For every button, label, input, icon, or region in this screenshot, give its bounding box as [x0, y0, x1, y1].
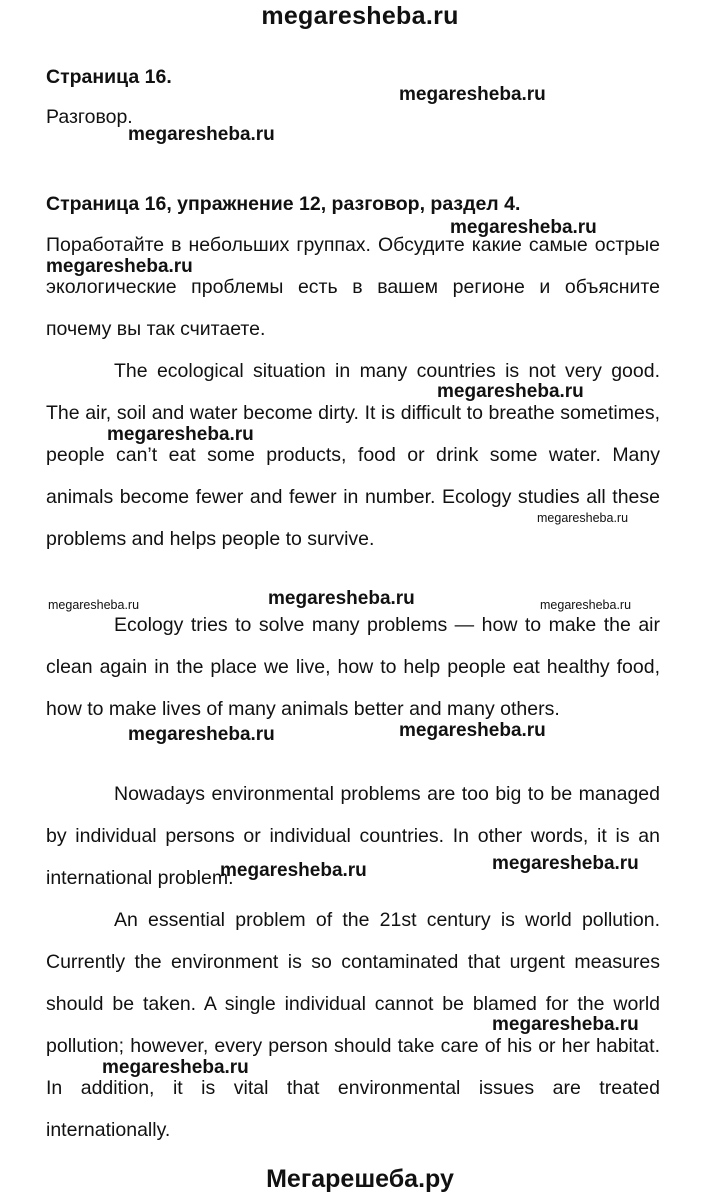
- watermark: megaresheba.ru: [107, 424, 254, 445]
- watermark: megaresheba.ru: [128, 124, 275, 145]
- watermark: megaresheba.ru: [492, 1014, 639, 1035]
- footer-site: Мегарешеба.ру: [266, 1165, 454, 1193]
- paragraph-2: Ecology tries to solve many problems — how to make the air clean again in the place we live, how to help people eat healthy food, how to make lives of many animals better and many others.: [46, 614, 660, 720]
- watermark: megaresheba.ru: [399, 84, 546, 105]
- watermark: megaresheba.ru: [537, 511, 629, 525]
- section-label: Разговор.: [46, 106, 133, 128]
- watermark: megaresheba.ru: [492, 853, 639, 874]
- paragraph-4: An essential problem of the 21st century is world pollution. Currently the environment is so contaminated that urgent measures should be taken. A single individual cannot be blamed for the world pollution; however, every person should take care of his or her habitat. In addition, it is vital that environmental issues are treated internationally.: [46, 909, 660, 1141]
- watermark: megaresheba.ru: [437, 381, 584, 402]
- watermark: megaresheba.ru: [450, 217, 597, 238]
- site-title: megaresheba.ru: [261, 2, 459, 30]
- watermark: megaresheba.ru: [268, 588, 415, 609]
- instruction-text: Поработайте в небольших группах. Обсудите какие самые острые экологические проблемы есть в вашем регионе и объясните почему вы так считаете.: [46, 234, 660, 340]
- page-heading: Страница 16.: [46, 66, 172, 88]
- paragraph-1: The ecological situation in many countries is not very good. The air, soil and water become dirty. It is difficult to breathe sometimes, people can’t eat some products, food or drink some water. Many animals become fewer and fewer in number. Ecology studies all these problems and helps people to survive.: [46, 360, 660, 550]
- watermark: megaresheba.ru: [399, 720, 546, 741]
- watermark: megaresheba.ru: [48, 598, 140, 612]
- watermark: megaresheba.ru: [540, 598, 632, 612]
- watermark: megaresheba.ru: [46, 256, 193, 277]
- watermark: megaresheba.ru: [220, 860, 367, 881]
- paragraph-3: Nowadays environmental problems are too big to be managed by individual persons or individual countries. In other words, it is an international problem.: [46, 783, 660, 889]
- watermark: megaresheba.ru: [128, 724, 275, 745]
- watermark: megaresheba.ru: [102, 1057, 249, 1078]
- exercise-heading: Страница 16, упражнение 12, разговор, раздел 4.: [46, 193, 521, 215]
